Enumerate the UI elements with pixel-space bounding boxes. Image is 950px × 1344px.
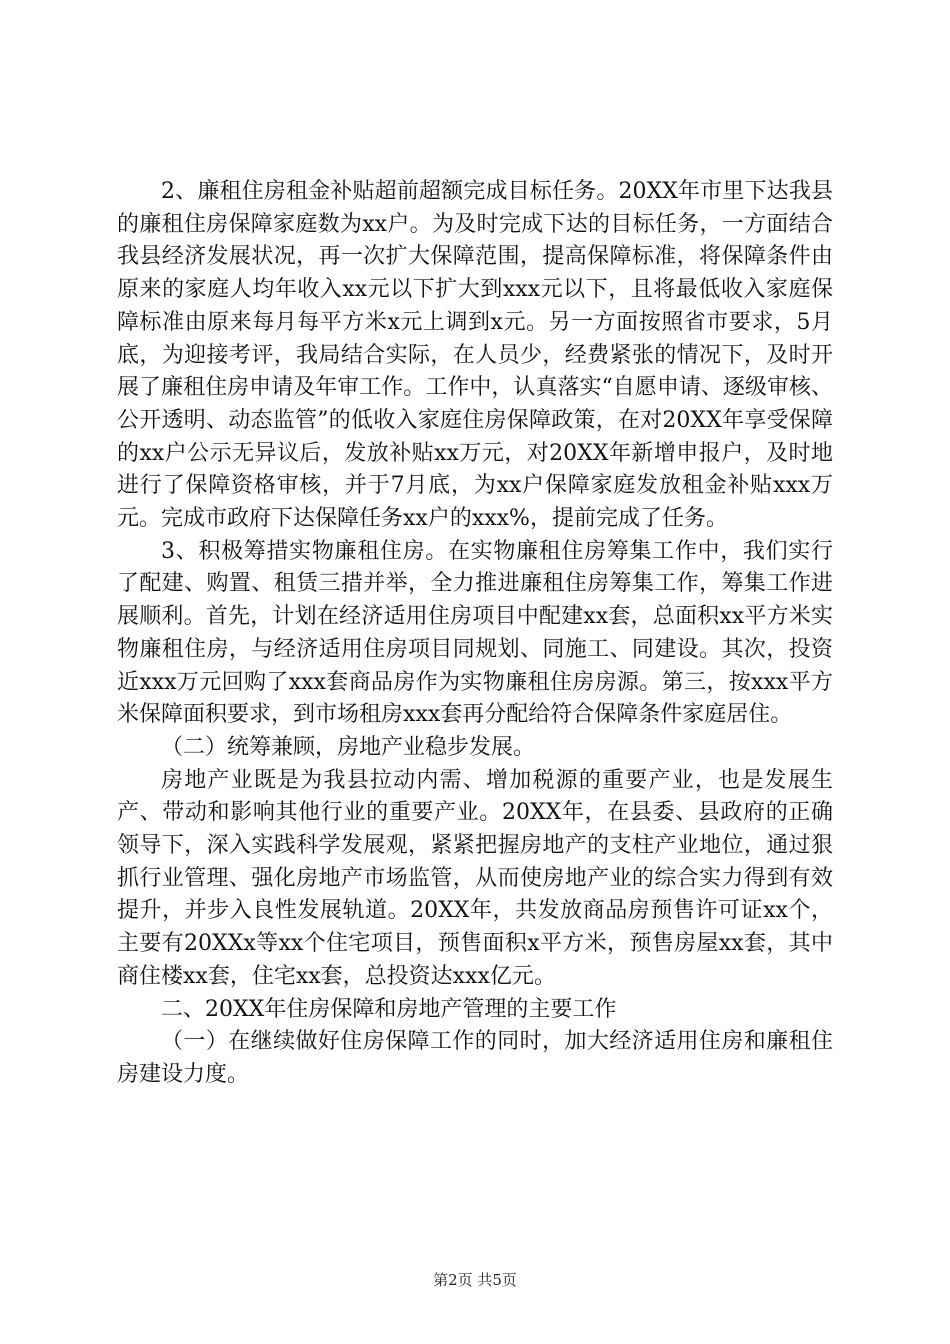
section-heading-main-work: 二、20XX年住房保障和房地产管理的主要工作	[161, 996, 617, 1022]
paragraph-physical-housing: 3、积极筹措实物廉租住房。在实物廉租住房筹集工作中，我们实行了配建、购置、租赁三措并举，全力推进廉租住房筹集工作，筹集工作进展顺利。首先，计划在经济适用住房项目中配建xx套，总面积xx平方米实物廉租住房，与经济适用住房项目同规划、同施工、同建设。其次，投资近xxx万元回购了xxx套商品房作为实物廉租住房房源。第三，按xxx平方米保障面积要求，到市场租房xxx套再分配给符合保障条件家庭居住。	[117, 538, 833, 728]
page-number-footer: 第2页 共5页	[433, 1271, 517, 1289]
document-body	[117, 176, 833, 1092]
paragraph-real-estate: 房地产业既是为我县拉动内需、增加税源的重要产业，也是发展生产、带动和影响其他行业的重要产业。20XX年，在县委、县政府的正确领导下，深入实践科学发展观，紧紧把握房地产的支柱产业地位，通过狠抓行业管理、强化房地产市场监管，从而使房地产业的综合实力得到有效提升，并步入良性发展轨道。20XX年，共发放商品房预售许可证xx个，主要有20XXx等xx个住宅项目，预售面积x平方米，预售房屋xx套，其中商住楼xx套，住宅xx套，总投资达xxx亿元。	[117, 767, 833, 989]
paragraph-affordable-housing: （一）在继续做好住房保障工作的同时，加大经济适用住房和廉租住房建设力度。	[117, 1029, 833, 1087]
section-heading-real-estate: （二）统筹兼顾，房地产业稳步发展。	[161, 734, 536, 760]
paragraph-rent-subsidy: 2、廉租住房租金补贴超前超额完成目标任务。20XX年市里下达我县的廉租住房保障家庭数为xx户。为及时完成下达的目标任务，一方面结合我县经济发展状况，再一次扩大保障范围，提高保障标准，将保障条件由原来的家庭人均年收入xx元以下扩大到xxx元以下，且将最低收入家庭保障标准由原来每月每平方米x元上调到x元。另一方面按照省市要求，5月底，为迎接考评，我局结合实际，在人员少，经费紧张的情况下，及时开展了廉租住房申请及年审工作。工作中，认真落实“自愿申请、逐级审核、公开透明、动态监管”的低收入家庭住房保障政策，在对20XX年享受保障的xx户公示无异议后，发放补贴xx万元，对20XX年新增申报户，及时地进行了保障资格审核，并于7月底，为xx户保障家庭发放租金补贴xxx万元。完成市政府下达保障任务xx户的xxx%，提前完成了任务。	[117, 179, 833, 532]
